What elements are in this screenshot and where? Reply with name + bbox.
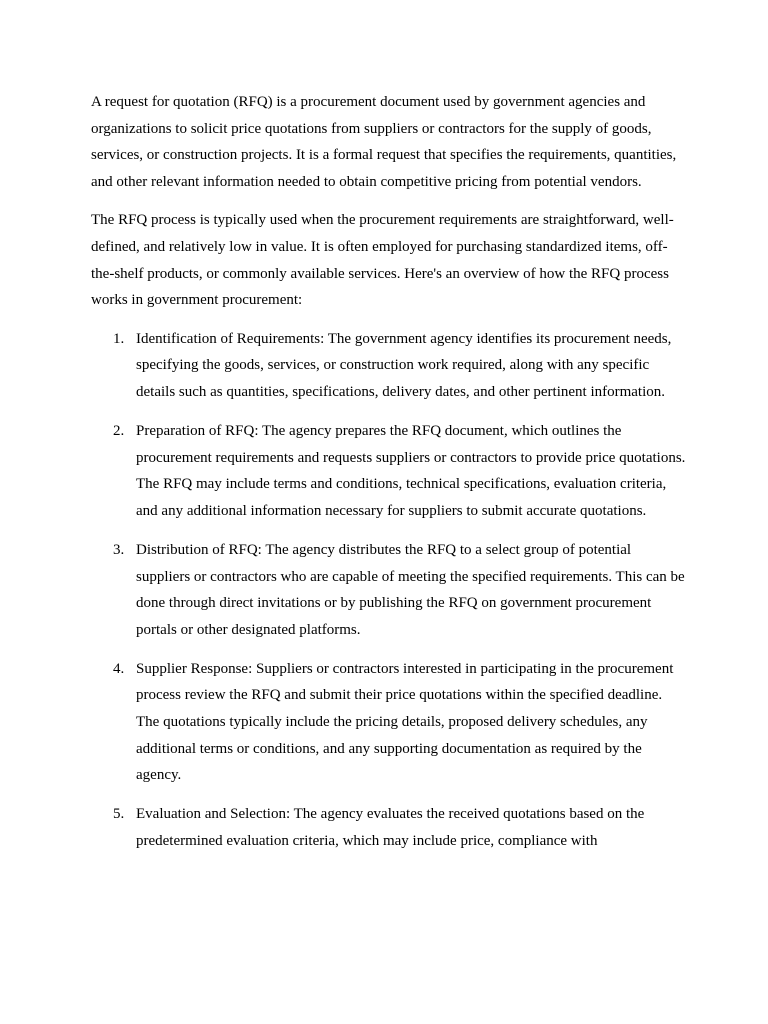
list-item-text: Supplier Response: Suppliers or contractors interested in participating in the procurement process review the RFQ and submit their price quotations within the specified deadline. The quotations typically include the pricing details, proposed delivery schedules, any additional terms or conditions, and any supporting documentation as required by the agency. xyxy=(136,660,674,784)
process-overview-paragraph: The RFQ process is typically used when the procurement requirements are straightforward, well-defined, and relatively low in value. It is often employed for purchasing standardized items, off-the-shelf products, or commonly available services. Here's an overview of how the RFQ process works in government procurement: xyxy=(91,212,674,309)
list-item-number: 5. xyxy=(113,806,125,823)
list-item-evaluation xyxy=(91,801,687,854)
list-item-text: Evaluation and Selection: The agency evaluates the received quotations based on the predetermined evaluation criteria, which may include price, compliance with xyxy=(136,806,645,849)
document-page xyxy=(91,89,687,867)
list-item-preparation xyxy=(91,418,687,524)
list-item-requirements xyxy=(91,326,687,406)
list-item-text: Distribution of RFQ: The agency distributes the RFQ to a select group of potential suppliers or contractors who are capable of meeting the specified requirements. This can be done through direct invitations or by publishing the RFQ on government procurement portals or other designated platforms. xyxy=(136,541,685,638)
list-item-text: Preparation of RFQ: The agency prepares the RFQ document, which outlines the procurement requirements and requests suppliers or contractors to provide price quotations. The RFQ may include terms and conditions, technical specifications, evaluation criteria, and any additional information necessary for suppliers to submit accurate quotations. xyxy=(136,423,686,519)
list-item-number: 3. xyxy=(113,541,125,558)
list-item-distribution xyxy=(91,537,687,643)
list-item-number: 1. xyxy=(113,330,125,347)
list-item-number: 2. xyxy=(113,423,125,440)
rfq-process-steps xyxy=(91,326,687,855)
list-item-supplier-response xyxy=(91,656,687,789)
list-item-text: Identification of Requirements: The government agency identifies its procurement needs, specifying the goods, services, or construction work required, along with any specific details such as quantities, specifications, delivery dates, and other pertinent information. xyxy=(136,330,672,400)
list-item-number: 4. xyxy=(113,660,125,677)
intro-paragraph: A request for quotation (RFQ) is a procurement document used by government agencies and organizations to solicit price quotations from suppliers or contractors for the supply of goods, services, or construction projects. It is a formal request that specifies the requirements, quantities, and other relevant information needed to obtain competitive pricing from potential vendors. xyxy=(91,94,677,190)
